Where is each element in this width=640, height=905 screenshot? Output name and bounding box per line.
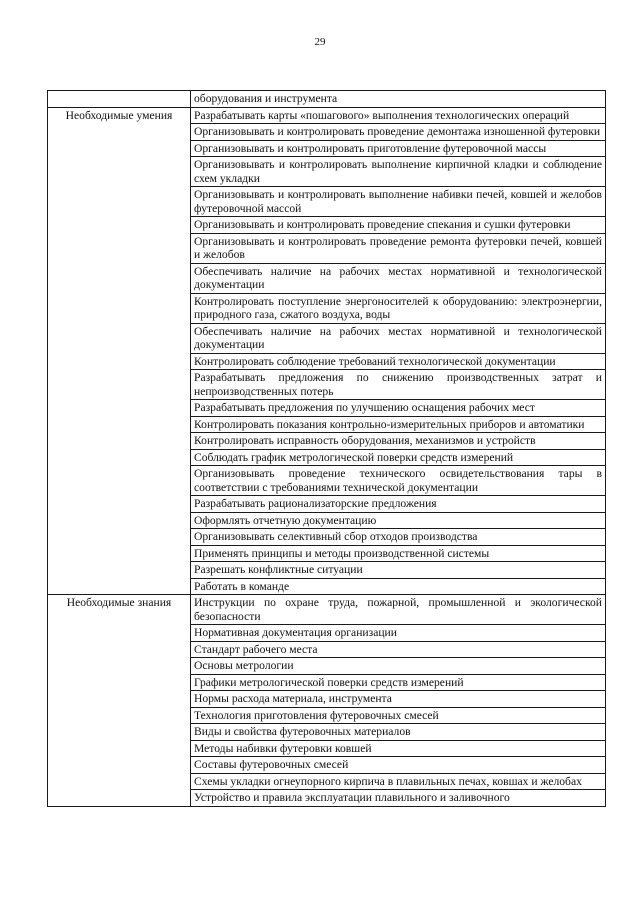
item-cell: Обеспечивать наличие на рабочих местах нормативной и технологической документации bbox=[191, 263, 606, 293]
category-cell-empty bbox=[48, 91, 191, 108]
item-cell: Организовывать и контролировать выполнение кирпичной кладки и соблюдение схем укладки bbox=[191, 157, 606, 187]
item-cell: Схемы укладки огнеупорного кирпича в плавильных печах, ковшах и желобах bbox=[191, 773, 606, 790]
competency-table-body bbox=[48, 91, 606, 807]
item-cell: Разрабатывать предложения по снижению производственных затрат и непроизводственных потерь bbox=[191, 370, 606, 400]
item-cell: Устройство и правила эксплуатации плавильного и заливочного bbox=[191, 790, 606, 807]
item-cell: Нормативная документация организации bbox=[191, 625, 606, 642]
item-cell: Организовывать и контролировать проведение демонтажа изношенной футеровки bbox=[191, 124, 606, 141]
item-cell: Организовывать проведение технического освидетельствования тары в соответствии с требованиями технической документации bbox=[191, 466, 606, 496]
item-cell: Контролировать исправность оборудования, механизмов и устройств bbox=[191, 433, 606, 450]
category-cell: Необходимые умения bbox=[48, 107, 191, 595]
category-cell: Необходимые знания bbox=[48, 595, 191, 807]
item-cell: Организовывать и контролировать проведение спекания и сушки футеровки bbox=[191, 217, 606, 234]
item-cell: Технология приготовления футеровочных смесей bbox=[191, 707, 606, 724]
item-cell: Применять принципы и методы производственной системы bbox=[191, 545, 606, 562]
item-cell: Работать в команде bbox=[191, 578, 606, 595]
item-cell: Составы футеровочных смесей bbox=[191, 757, 606, 774]
item-cell: Контролировать соблюдение требований технологической документации bbox=[191, 353, 606, 370]
item-cell: Графики метрологической поверки средств измерений bbox=[191, 674, 606, 691]
table-row bbox=[48, 595, 606, 625]
item-cell: Разрабатывать предложения по улучшению оснащения рабочих мест bbox=[191, 400, 606, 417]
continuation-cell: оборудования и инструмента bbox=[191, 91, 606, 108]
item-cell: Обеспечивать наличие на рабочих местах нормативной и технологической документации bbox=[191, 323, 606, 353]
item-cell: Разрабатывать карты «пошагового» выполнения технологических операций bbox=[191, 107, 606, 124]
item-cell: Методы набивки футеровки ковшей bbox=[191, 740, 606, 757]
item-cell: Разрешать конфликтные ситуации bbox=[191, 562, 606, 579]
item-cell: Организовывать селективный сбор отходов производства bbox=[191, 529, 606, 546]
item-cell: Нормы расхода материала, инструмента bbox=[191, 691, 606, 708]
item-cell: Стандарт рабочего места bbox=[191, 641, 606, 658]
item-cell: Контролировать показания контрольно-измерительных приборов и автоматики bbox=[191, 416, 606, 433]
item-cell: Организовывать и контролировать приготовление футеровочной массы bbox=[191, 140, 606, 157]
item-cell: Организовывать и контролировать проведение ремонта футеровки печей, ковшей и желобов bbox=[191, 233, 606, 263]
competency-table bbox=[47, 90, 606, 807]
item-cell: Разрабатывать рационализаторские предложения bbox=[191, 496, 606, 513]
page-number: 29 bbox=[314, 36, 326, 48]
continuation-row bbox=[48, 91, 606, 108]
item-cell: Виды и свойства футеровочных материалов bbox=[191, 724, 606, 741]
item-cell: Основы метрологии bbox=[191, 658, 606, 675]
item-cell: Инструкции по охране труда, пожарной, промышленной и экологической безопасности bbox=[191, 595, 606, 625]
item-cell: Соблюдать график метрологической поверки средств измерений bbox=[191, 449, 606, 466]
table-row bbox=[48, 107, 606, 124]
item-cell: Контролировать поступление энергоносителей к оборудованию: электроэнергии, природного газа, сжатого воздуха, воды bbox=[191, 293, 606, 323]
item-cell: Оформлять отчетную документацию bbox=[191, 512, 606, 529]
item-cell: Организовывать и контролировать выполнение набивки печей, ковшей и желобов футеровочной массой bbox=[191, 187, 606, 217]
